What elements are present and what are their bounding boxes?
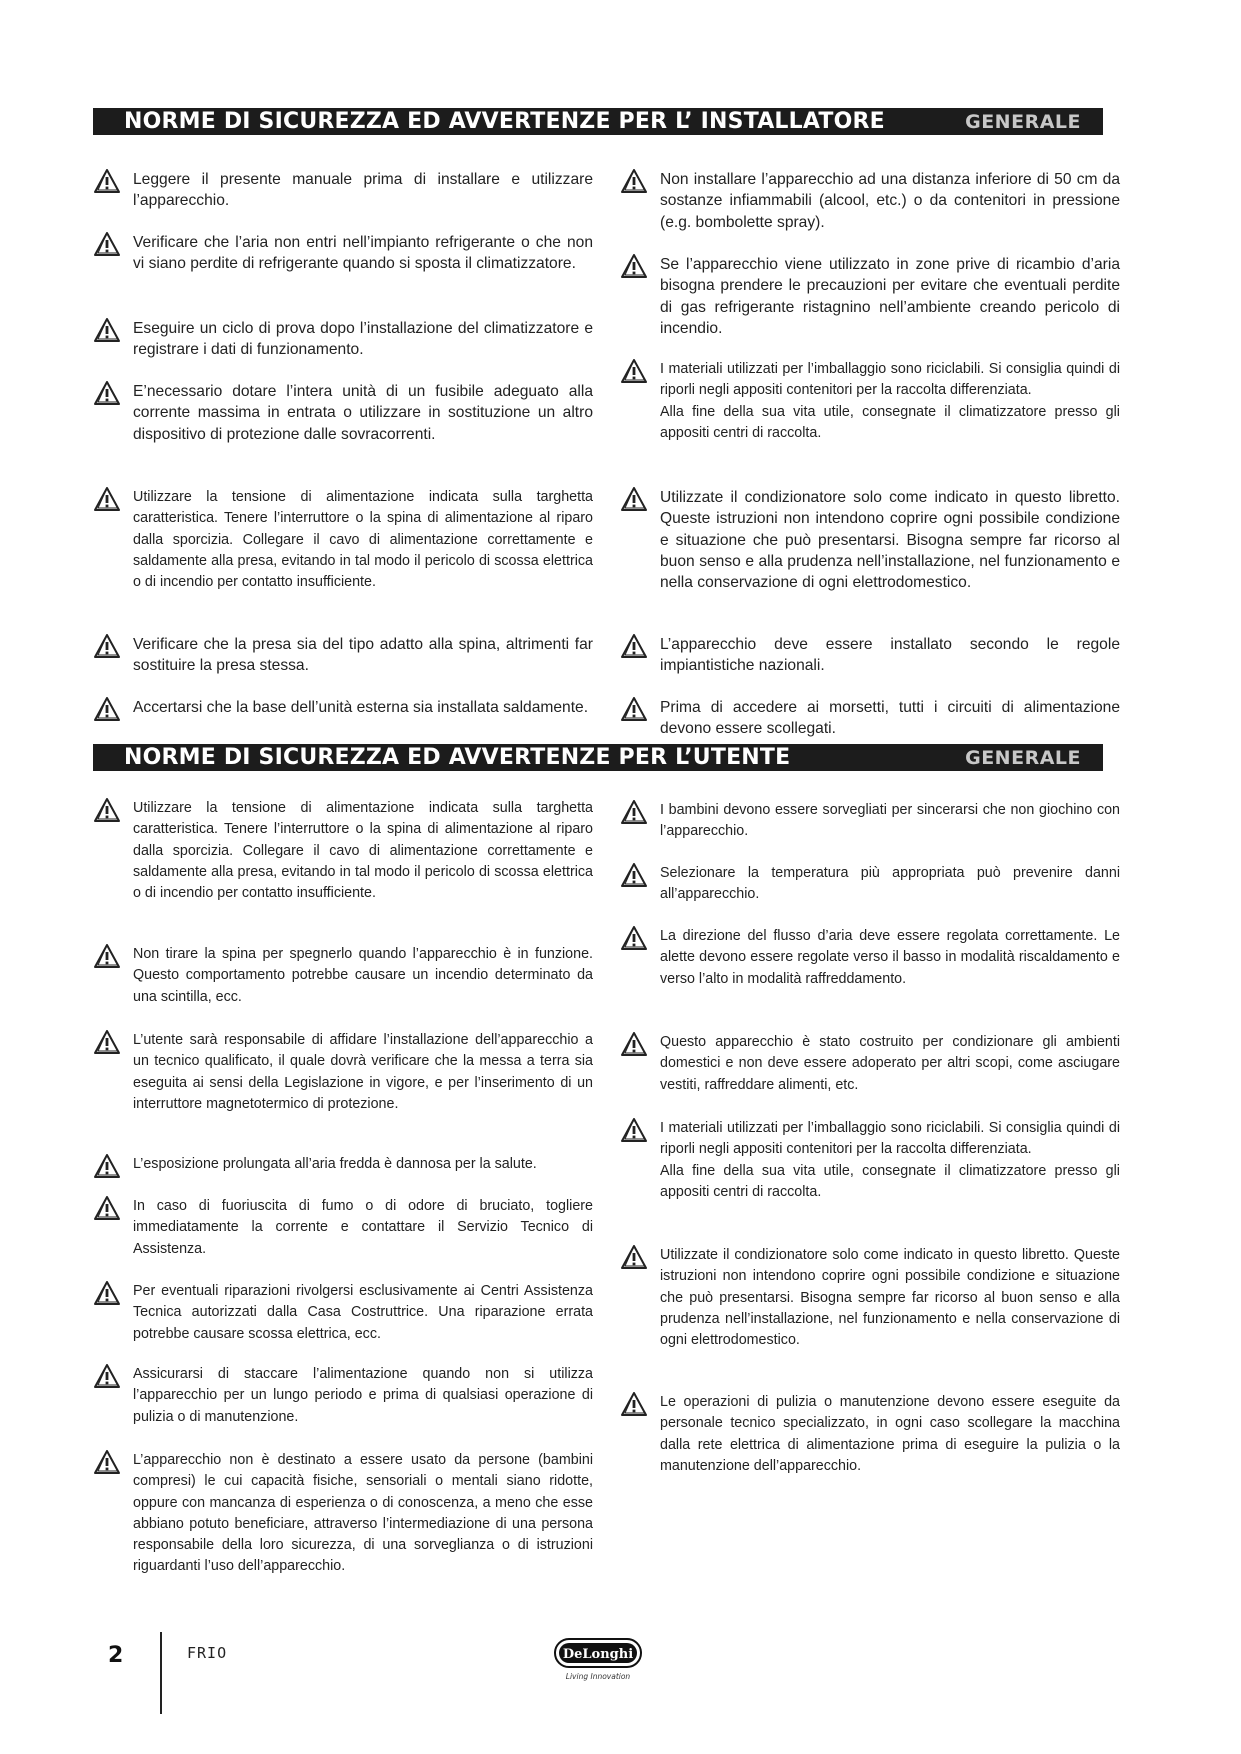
warning-icon bbox=[93, 633, 121, 659]
user-section-tag: GENERALE bbox=[965, 746, 1081, 769]
warning-text: Accertarsi che la base dell’unità esterna sia installata saldamente. bbox=[133, 699, 589, 716]
warning-icon bbox=[93, 1195, 121, 1221]
warning-icon bbox=[93, 317, 121, 343]
warning-icon bbox=[93, 696, 121, 722]
warning-text: Non installare l’apparecchio ad una distanza inferiore di 50 cm da sostanze infiammabili (alcool, etc.) o da contenitori in pressione (e.g. bombolette spray). bbox=[660, 171, 1120, 231]
warning-icon bbox=[93, 797, 121, 823]
warning-text: L’apparecchio deve essere installato secondo le regole impiantistiche nazionali. bbox=[660, 636, 1120, 675]
warning-text: Questo apparecchio è stato costruito per condizionare gli ambienti domestici e non deve essere adoperato per altri scopi, come asciugare vestiti, raffreddare alimenti, etc. bbox=[660, 1034, 1120, 1093]
brand-text: FRIO bbox=[187, 1645, 228, 1661]
warning-text: Verificare che l’aria non entri nell’impianto refrigerante o che non vi siano perdite di refrigerante quando si sposta il climatizzatore. bbox=[133, 234, 593, 273]
warning-text: Se l’apparecchio viene utilizzato in zone prive di ricambio d’aria bisogna prendere le precauzioni per evitare che eventuali perdite di gas refrigerante ristagnino nell’ambiente creando pericolo di incendio. bbox=[660, 256, 1120, 337]
warning-icon bbox=[93, 168, 121, 194]
frio-brand-logo bbox=[187, 1645, 249, 1661]
warning-text: I bambini devono essere sorvegliati per sincerarsi che non giochino con l’apparecchio. bbox=[660, 802, 1120, 840]
warning-icon bbox=[620, 799, 648, 825]
logo-tagline: Living Innovation bbox=[565, 1672, 631, 1681]
warning-text bbox=[660, 359, 1120, 444]
warning-text: Non tirare la spina per spegnerlo quando l’apparecchio è in funzione. Questo comportamento potrebbe causare un incendio determinato da una scintilla, ecc. bbox=[133, 946, 593, 1005]
warning-text: Utilizzare la tensione di alimentazione indicata sulla targhetta caratteristica. Tenere l’interruttore o la spina di alimentazione al riparo dalla sporcizia. Collegare il cavo di alimentazione correttamente e saldamente alla presa, evitando in tal modo il pericolo di scossa elettrica o di incendio per contatto insufficiente. bbox=[133, 489, 593, 591]
warning-text: In caso di fuoriuscita di fumo o di odore di bruciato, togliere immediatamente la corrente e contattare il Servizio Tecnico di Assistenza. bbox=[133, 1198, 593, 1257]
warning-icon bbox=[620, 1117, 648, 1143]
warning-icon bbox=[620, 925, 648, 951]
warning-icon bbox=[620, 1031, 648, 1057]
warning-icon bbox=[620, 1391, 648, 1417]
delonghi-logo bbox=[553, 1637, 643, 1683]
paragraph: I materiali utilizzati per l’imballaggio sono riciclabili. Si consiglia quindi di riporli negli appositi contenitori per la raccolta differenziata. bbox=[660, 361, 1120, 399]
user-section-title: NORME DI SICUREZZA ED AVVERTENZE PER L’UTENTE bbox=[124, 745, 791, 770]
installer-section-title: NORME DI SICUREZZA ED AVVERTENZE PER L’ INSTALLATORE bbox=[124, 109, 885, 134]
warning-text bbox=[660, 1118, 1120, 1203]
user-section-header bbox=[93, 744, 1103, 771]
logo-name: DeLonghi bbox=[562, 1647, 634, 1662]
installer-section-header bbox=[93, 108, 1103, 135]
warning-text: La direzione del flusso d’aria deve essere regolata correttamente. Le alette devono essere regolate verso il basso in modalità riscaldamento e verso l’alto in modalità raffreddamento. bbox=[660, 928, 1120, 987]
warning-icon bbox=[93, 231, 121, 257]
warning-text: Utilizzare la tensione di alimentazione indicata sulla targhetta caratteristica. Tenere l’interruttore o la spina di alimentazione al riparo dalla sporcizia. Collegare il cavo di alimentazione correttamente e saldamente alla presa, evitando in tal modo il pericolo di scossa elettrica o di incendio per contatto insufficiente. bbox=[133, 800, 593, 902]
warning-icon bbox=[620, 486, 648, 512]
warning-text: L’apparecchio non è destinato a essere usato da persone (bambini compresi) le cui capacità fisiche, sensoriali o mentali siano ridotte, oppure con mancanza di esperienza o di conoscenza, a meno che esse abbiano potuto beneficiare, attraverso l’intermediazione di una persona responsabile della loro sicurezza, di una sorveglianza o di istruzioni riguardanti l’uso dell’apparecchio. bbox=[133, 1452, 593, 1575]
warning-icon bbox=[620, 1244, 648, 1270]
warning-icon bbox=[93, 1153, 121, 1179]
page-number: 2 bbox=[108, 1643, 124, 1668]
warning-text: Le operazioni di pulizia o manutenzione devono essere eseguite da personale tecnico specializzato, in ogni caso scollegare la macchina dalla rete elettrica di alimentazione prima di eseguire la pulizia o la manutenzione dell’apparecchio. bbox=[660, 1394, 1120, 1474]
warning-text: L’utente sarà responsabile di affidare l’installazione dell’apparecchio a un tecnico qualificato, il quale dovrà verificare che la messa a terra sia eseguita ai sensi della Legislazione in vigore, e per l’inserimento di un interruttore magnetotermico di protezione. bbox=[133, 1032, 593, 1112]
footer-divider bbox=[160, 1632, 162, 1714]
warning-text: Eseguire un ciclo di prova dopo l’installazione del climatizzatore e registrare i dati di funzionamento. bbox=[133, 320, 593, 359]
paragraph: Alla fine della sua vita utile, consegnate il climatizzatore presso gli appositi centri di raccolta. bbox=[660, 403, 1120, 441]
warning-icon bbox=[93, 1280, 121, 1306]
warning-icon bbox=[93, 943, 121, 969]
warning-text: Prima di accedere ai morsetti, tutti i circuiti di alimentazione devono essere scollegati. bbox=[660, 699, 1120, 738]
warning-text: Selezionare la temperatura più appropriata può prevenire danni all’apparecchio. bbox=[660, 865, 1120, 903]
warning-icon bbox=[620, 633, 648, 659]
warning-text: Assicurarsi di staccare l’alimentazione quando non si utilizza l’apparecchio per un lungo periodo e prima di qualsiasi operazione di pulizia o di manutenzione. bbox=[133, 1366, 593, 1425]
installer-section-tag: GENERALE bbox=[965, 110, 1081, 133]
warning-text: Verificare che la presa sia del tipo adatto alla spina, altrimenti far sostituire la presa stessa. bbox=[133, 636, 593, 675]
warning-icon bbox=[620, 696, 648, 722]
warning-icon bbox=[620, 862, 648, 888]
warning-text: Per eventuali riparazioni rivolgersi esclusivamente ai Centri Assistenza Tecnica autorizzati dalla Casa Costruttrice. Una riparazione errata potrebbe causare scossa elettrica, ecc. bbox=[133, 1283, 593, 1342]
warning-text: E’necessario dotare l’intera unità di un fusibile adeguato alla corrente massima in entrata o utilizzare in sostituzione un altro dispositivo di protezione dalle sovracorrenti. bbox=[133, 383, 593, 443]
warning-icon bbox=[93, 1363, 121, 1389]
warning-icon bbox=[620, 253, 648, 279]
warning-icon bbox=[93, 486, 121, 512]
warning-icon bbox=[93, 1449, 121, 1475]
warning-icon bbox=[620, 358, 648, 384]
warning-text: Utilizzate il condizionatore solo come indicato in questo libretto. Queste istruzioni non intendono coprire ogni possibile condizione e situazione che può presentarsi. Bisogna sempre far ricorso al buon senso e alla prudenza nell’installazione, nel funzionamento e nella conservazione di ogni elettrodomestico. bbox=[660, 1247, 1120, 1349]
warning-text: Leggere il presente manuale prima di installare e utilizzare l’apparecchio. bbox=[133, 171, 593, 210]
paragraph: I materiali utilizzati per l’imballaggio sono riciclabili. Si consiglia quindi di riporli negli appositi contenitori per la raccolta differenziata. bbox=[660, 1120, 1120, 1158]
warning-text: Utilizzate il condizionatore solo come indicato in questo libretto. Queste istruzioni non intendono coprire ogni possibile condizione e situazione che può presentarsi. Bisogna sempre far ricorso al buon senso e alla prudenza nell’installazione, nel funzionamento e nella conservazione di ogni elettrodomestico. bbox=[660, 489, 1120, 592]
warning-text: L’esposizione prolungata all’aria fredda è dannosa per la salute. bbox=[133, 1156, 537, 1172]
warning-icon bbox=[620, 168, 648, 194]
warning-icon bbox=[93, 380, 121, 406]
paragraph: Alla fine della sua vita utile, consegnate il climatizzatore presso gli appositi centri di raccolta. bbox=[660, 1162, 1120, 1200]
warning-icon bbox=[93, 1029, 121, 1055]
